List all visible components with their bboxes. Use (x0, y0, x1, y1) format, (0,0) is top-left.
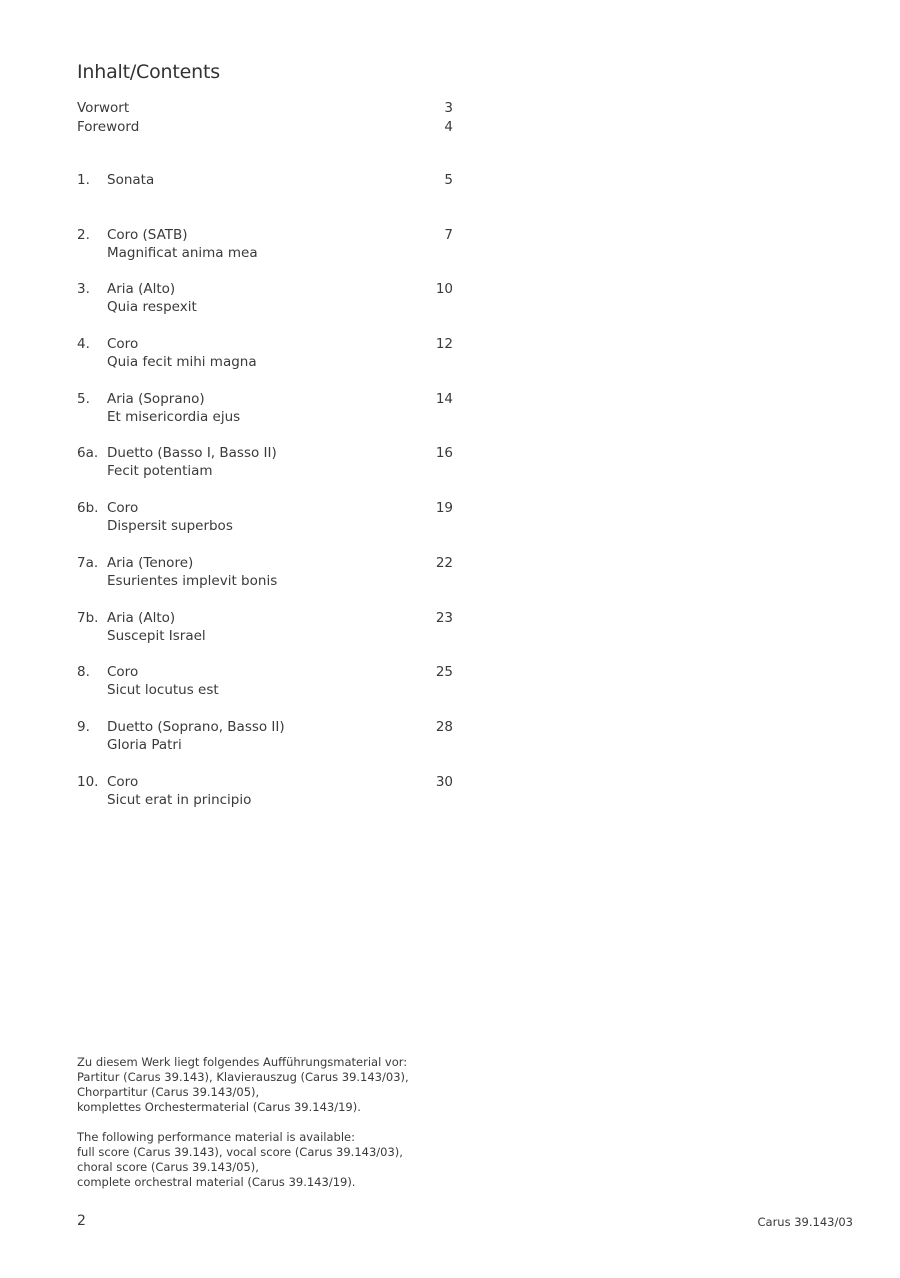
toc-entry-page: 12 (435, 336, 453, 353)
front-matter-row (77, 99, 453, 118)
material-line: The following performance material is available: (77, 1130, 355, 1144)
toc-entry (77, 609, 453, 664)
toc-entry (77, 280, 453, 335)
toc-entry-number: 1. (77, 172, 90, 188)
toc-entry-page: 22 (435, 554, 453, 571)
toc-entry-subtitle: Gloria Patri (107, 736, 182, 753)
toc-entry-heading: Coro (107, 664, 139, 681)
front-matter-page: 3 (444, 100, 453, 116)
toc-entry-number: 2. (77, 226, 90, 243)
material-line: choral score (Carus 39.143/05), (77, 1160, 259, 1174)
page-title: Inhalt/Contents (77, 61, 220, 83)
toc-entry (77, 226, 453, 281)
toc-entry-page: 30 (435, 773, 453, 790)
toc-entry-heading: Duetto (Basso I, Basso II) (107, 445, 277, 462)
toc-entry-number: 4. (77, 336, 90, 353)
toc-entry (77, 444, 453, 499)
toc-entry-number: 7b. (77, 609, 99, 626)
toc-entry-page: 10 (435, 281, 453, 298)
toc-entry (77, 554, 453, 609)
toc-entry-page: 23 (435, 609, 453, 626)
page-number: 2 (77, 1213, 86, 1229)
toc-entry-heading: Coro (107, 773, 139, 790)
toc-entry-heading: Aria (Alto) (107, 609, 176, 626)
toc-entry-page: 19 (435, 500, 453, 517)
toc-entry-subtitle: Quia respexit (107, 299, 197, 316)
catalog-number: Carus 39.143/03 (757, 1215, 853, 1229)
front-matter-page: 4 (444, 119, 453, 135)
toc-entry-heading: Coro (107, 336, 139, 353)
material-line: full score (Carus 39.143), vocal score (Carus 39.143/03), (77, 1145, 403, 1159)
material-line: komplettes Orchestermaterial (Carus 39.143/19). (77, 1100, 361, 1114)
toc-entry-heading: Coro (107, 500, 139, 517)
toc-entry-page: 7 (444, 226, 453, 243)
toc-entry-heading: Coro (SATB) (107, 226, 188, 243)
toc-entry-number: 6b. (77, 500, 99, 517)
toc-entry (77, 335, 453, 390)
toc-entry-page: 5 (444, 172, 453, 188)
toc-entry (77, 499, 453, 554)
toc-entry-subtitle: Sicut locutus est (107, 682, 219, 699)
toc-entry-number: 3. (77, 281, 90, 298)
toc-entry-page: 28 (435, 718, 453, 735)
toc-entry-subtitle: Et misericordia ejus (107, 408, 241, 425)
performance-material-note (77, 1055, 409, 1205)
toc-entry-subtitle: Quia fecit mihi magna (107, 354, 257, 371)
material-line: Zu diesem Werk liegt folgendes Aufführungsmaterial vor: (77, 1055, 408, 1069)
front-matter-row (77, 118, 453, 137)
material-line: Chorpartitur (Carus 39.143/05), (77, 1085, 260, 1099)
toc-entry-page: 25 (435, 664, 453, 681)
material-line: complete orchestral material (Carus 39.143/19). (77, 1175, 356, 1189)
toc-entry-number: 10. (77, 773, 99, 790)
toc-entry-page: 16 (435, 445, 453, 462)
toc-entry-page: 14 (435, 390, 453, 407)
toc-entry-number: 9. (77, 718, 90, 735)
toc-entry (77, 773, 453, 828)
toc-entry-heading: Duetto (Soprano, Basso II) (107, 718, 285, 735)
toc-entry-subtitle: Esurientes implevit bonis (107, 572, 278, 589)
toc-entry-heading: Aria (Tenore) (107, 554, 194, 571)
toc-entry (77, 171, 453, 226)
toc-entry-heading: Aria (Alto) (107, 281, 176, 298)
front-matter-label: Foreword (77, 119, 140, 135)
front-matter (77, 99, 453, 137)
toc-entry-number: 7a. (77, 554, 99, 571)
toc-entry-heading: Aria (Soprano) (107, 390, 205, 407)
toc-entry-number: 8. (77, 664, 90, 681)
toc-entry-heading: Sonata (107, 172, 155, 188)
toc-entry-subtitle: Dispersit superbos (107, 518, 233, 535)
toc-entry-subtitle: Fecit potentiam (107, 463, 213, 480)
table-of-contents (77, 171, 453, 827)
toc-entry (77, 390, 453, 445)
toc-entry-number: 5. (77, 390, 90, 407)
material-german (77, 1055, 409, 1115)
toc-entry-subtitle: Magnificat anima mea (107, 244, 258, 261)
toc-entry-number: 6a. (77, 445, 99, 462)
material-english (77, 1130, 409, 1190)
toc-entry (77, 663, 453, 718)
toc-entry (77, 718, 453, 773)
material-line: Partitur (Carus 39.143), Klavierauszug (Carus 39.143/03), (77, 1070, 409, 1084)
toc-entry-subtitle: Sicut erat in principio (107, 791, 252, 808)
front-matter-label: Vorwort (77, 100, 130, 116)
toc-entry-subtitle: Suscepit Israel (107, 627, 206, 644)
